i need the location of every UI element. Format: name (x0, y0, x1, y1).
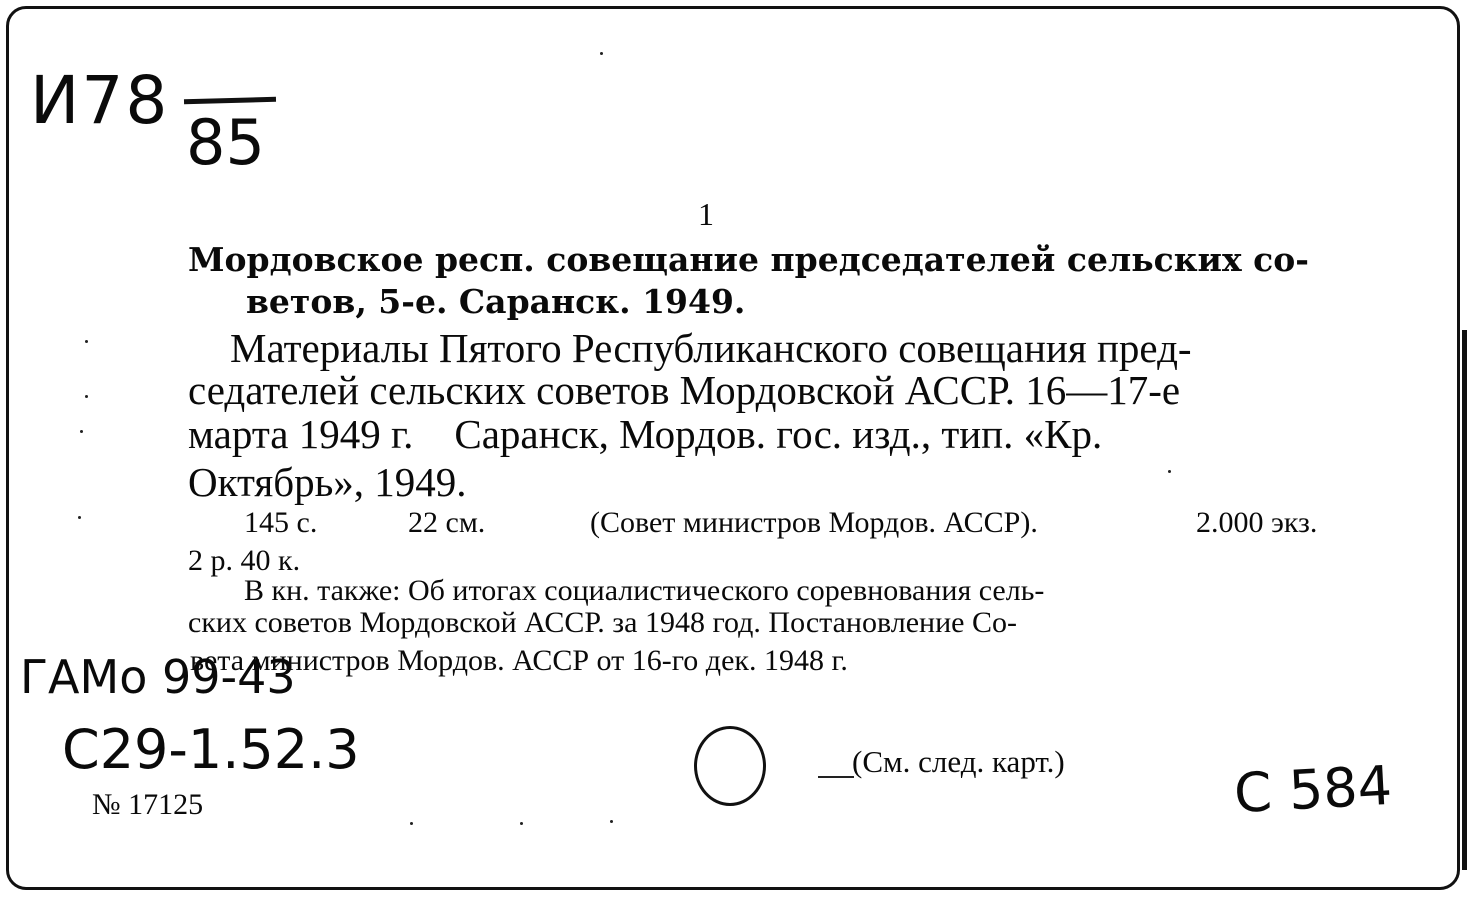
card-sequence-number: 1 (698, 196, 714, 232)
title-line-3: марта 1949 г. Саранск, Мордов. гос. изд., тип. «Кр. (188, 411, 1103, 457)
heading-line-1: Мордовское респ. совещание председателей сельских со- (188, 240, 1309, 279)
punch-hole (694, 726, 766, 806)
heading-line-2: ветов, 5-е. Саранск. 1949. (246, 282, 746, 321)
scan-speck (80, 430, 83, 433)
location-code: С29-1.52.3 (62, 718, 360, 781)
shelfmark-letters: И78 (30, 62, 170, 139)
continued-note: (См. след. карт.) (852, 744, 1065, 779)
scan-speck (410, 822, 413, 825)
shelfmark-number: 85 (186, 106, 265, 179)
scan-speck (520, 822, 523, 825)
price: 2 р. 40 к. (188, 544, 301, 577)
collation-series: (Совет министров Мордов. АССР). (590, 506, 1038, 539)
catalog-number: № 17125 (92, 788, 204, 821)
contents-line-1: В кн. также: Об итогах социалистического соревнования сель- (244, 574, 1045, 607)
contents-line-2: ских советов Мордовской АССР. за 1948 год. Постановление Со- (188, 606, 1017, 639)
collation-size: 22 см. (408, 506, 486, 539)
corner-code: С 584 (1232, 753, 1394, 826)
contents-line-3: вета министров Мордов. АССР от 16-го дек. 1948 г. (190, 644, 848, 677)
collation-pages: 145 с. (244, 506, 318, 539)
scan-speck (78, 516, 81, 519)
title-line-2: седателей сельских советов Мордовской АССР. 16—17-е (188, 367, 1181, 413)
archive-reference: ГАМо 99-43 (20, 650, 296, 704)
continued-dash (818, 776, 854, 778)
title-line-1: Материалы Пятого Республиканского совещания пред- (230, 325, 1192, 371)
scan-speck (610, 820, 613, 823)
scan-speck (1168, 470, 1171, 473)
card-edge-shadow (1462, 330, 1467, 870)
collation-copies: 2.000 экз. (1196, 506, 1318, 539)
scan-speck (85, 395, 88, 398)
scan-speck (85, 340, 88, 343)
title-line-4: Октябрь», 1949. (188, 459, 467, 505)
scan-speck (600, 52, 603, 55)
